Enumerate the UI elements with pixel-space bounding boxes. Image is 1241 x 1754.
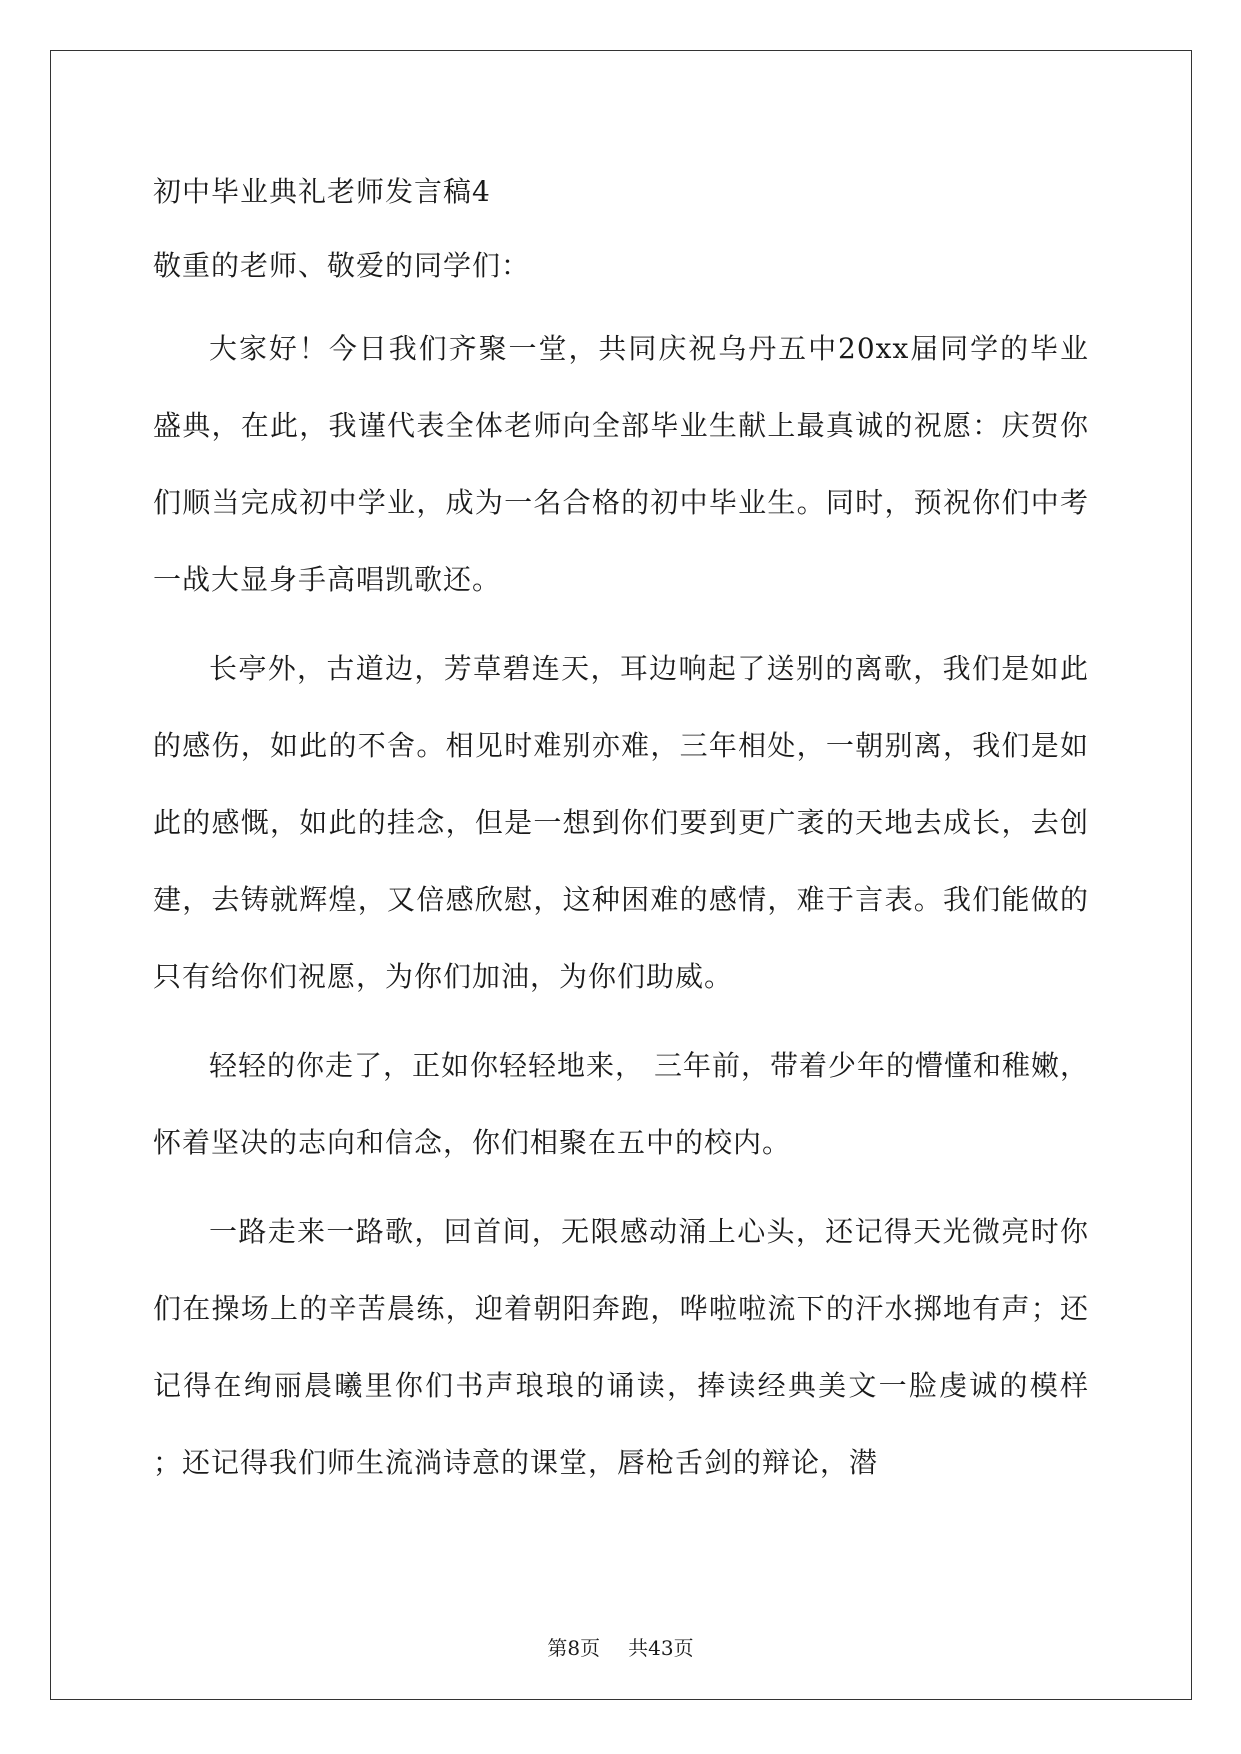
paragraph-1: 大家好！今日我们齐聚一堂，共同庆祝乌丹五中20xx届同学的毕业盛典，在此，我谨代表全体老师向全部毕业生献上最真诚的祝愿：庆贺你们顺当完成初中学业，成为一名合格的初中毕业生。同时，预祝你们中考一战大显身手高唱凯歌还。 [153,332,1089,596]
page-footer [0,1632,1241,1661]
page-number: 第8页 [547,1636,601,1660]
document-body [153,160,1089,1501]
paragraph-4: 一路走来一路歌，回首间，无限感动涌上心头，还记得天光微亮时你们在操场上的辛苦晨练，迎着朝阳奔跑，哗啦啦流下的汗水掷地有声；还记得在绚丽晨曦里你们书声琅琅的诵读，捧读经典美文一脸虔诚的模样 ；还记得我们师生流淌诗意的课堂，唇枪舌剑的辩论，潜 [153,1215,1089,1479]
paragraph-3: 轻轻的你走了，正如你轻轻地来， 三年前，带着少年的懵懂和稚嫩，怀着坚决的志向和信念，你们相聚在五中的校内。 [153,1049,1089,1159]
paragraph-2: 长亭外，古道边，芳草碧连天，耳边响起了送别的离歌，我们是如此的感伤，如此的不舍。相见时难别亦难，三年相处，一朝别离，我们是如此的感慨，如此的挂念，但是一想到你们要到更广袤的天地去成长，去创建，去铸就辉煌，又倍感欣慰，这种困难的感情，难于言表。我们能做的只有给你们祝愿，为你们加油，为你们助威。 [153,652,1089,993]
salutation: 敬重的老师、敬爱的同学们： [153,249,531,282]
page-total: 共43页 [628,1636,694,1660]
document-title: 初中毕业典礼老师发言稿4 [153,175,491,208]
